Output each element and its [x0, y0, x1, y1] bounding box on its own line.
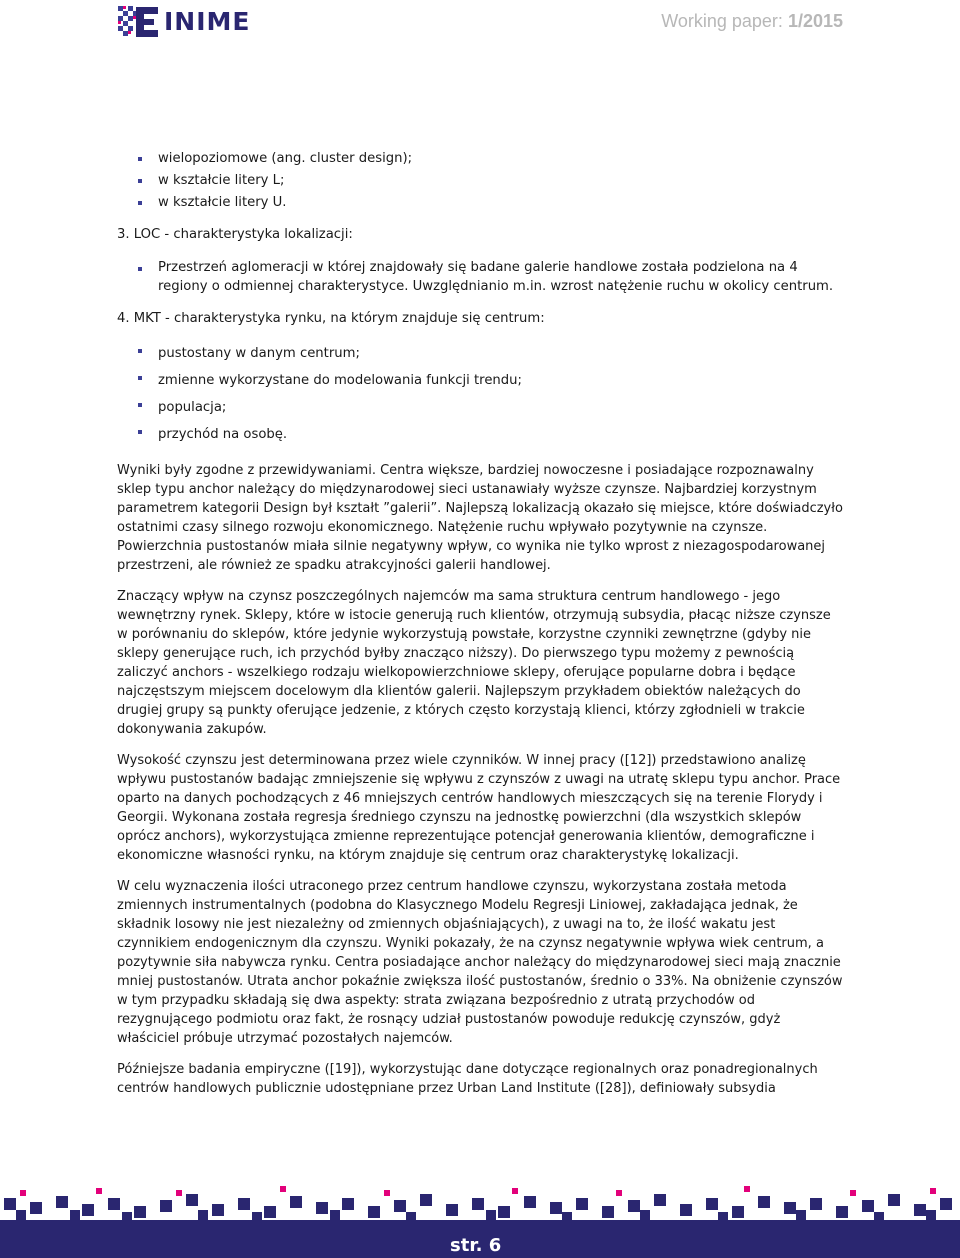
inime-logo: [116, 4, 250, 40]
list-item: Przestrzeń aglomeracji w której znajdowały się badane galerie handlowe została podzielona na 4 regiony o odmiennej charakterystyce. Uwzględnianio m.in. wzrost natężenie ruchu w okolicy centrum.: [158, 258, 843, 296]
working-paper-label: [661, 11, 843, 32]
paragraph: W celu wyznaczenia ilości utraconego przez centrum handlowe czynszu, wykorzystana została metoda zmiennych instrumentalnych (podobna do Klasycznego Modelu Regresji Liniowej, zakładająca jednak, że składnik losowy nie jest niezależny od zmiennych objaśniających), z uwagi na to, że ilość wakatu jest czynnikiem endogenicznym dla czynszu. Wyniki pokazały, że na czynsz negatywnie wpływa wiek centrum, a pozytywnie siła nabywcza rynku. Centra posiadające anchor należący do międzynarodowej sieci mają znacznie mniej pustostanów. Utrata anchor pokaźnie zwiększa ilość pustostanów, średnio o 33%. Na obniżenie czynszów w tym przypadku składają się dwa aspekty: strata związana bezpośrednio z utratą przychodów od rezygnującego podmiotu oraz fakt, że rosnący udział pustostanów powoduje redukcję czynszów, gdyż właściciel próbuje utrzymać pozostałych najemców.: [117, 879, 843, 1046]
page-number: str. 6: [450, 1235, 502, 1256]
item-4-label: 4. MKT - charakterystyka rynku, na którym znajduje się centrum:: [117, 311, 545, 326]
list-item: pustostany w danym centrum;: [158, 340, 843, 367]
item-3-label: 3. LOC - charakterystyka lokalizacji:: [117, 227, 353, 242]
list-item: w kształcie litery L;: [158, 170, 843, 192]
page-header: [0, 0, 960, 44]
paragraph: Wysokość czynszu jest determinowana przez wiele czynników. W innej pracy ([12]) przedstawiono analizę wpływu pustostanów badając zmniejszenie się wpływu z czynszów z uwagi na utratę sklepu typu anchor. Prace oparto na danych pochodzących z 46 mniejszych centrów handlowych mieszczących się na terenie Florydy i Georgii. Wykonana została regresja średniego czynszu na jednostkę powierzchni (dla wszystkich sklepów oprócz anchors), wykorzystująca zmienne reprezentujące potencjał generowania klientów, demograficzne i ekonomiczne własności rynku, na którym znajduje się centrum oraz charakterystykę lokalizacji.: [117, 753, 841, 863]
working-paper-prefix: Working paper:: [661, 11, 783, 31]
list-item: w kształcie litery U.: [158, 192, 843, 214]
list-item: wielopoziomowe (ang. cluster design);: [158, 148, 843, 170]
list-item: przychód na osobę.: [158, 421, 843, 448]
page-footer: [0, 1180, 960, 1258]
logo-text: INIME: [164, 7, 251, 36]
loc-list: [117, 258, 843, 296]
page-content: [117, 148, 843, 1098]
paragraph: Późniejsze badania empiryczne ([19]), wykorzystując dane dotyczące regionalnych oraz ponadregionalnych centrów handlowych publicznie udostępniane przez Urban Land Institute ([28]), definiowały subsydia: [117, 1062, 818, 1096]
paragraph: Znaczący wpływ na czynsz poszczególnych najemców ma sama struktura centrum handlowego - jego wewnętrzny rynek. Sklepy, które w istocie generują ruch klientów, otrzymują subsydia, płacąc niższe czynsze w porównaniu do sklepów, które jedynie wykorzystują powstałe, korzystne czynniki zewnętrzne (gdyby nie sklepy generujące ruch, ich przychód byłby znacząco niższy). Do pierwszego typu możemy z pewnością zaliczyć anchors - wszelkiego rodzaju wielkopowierzchniowe sklepy, oferujące popularne dobra i będące najczęstszym miejscem docelowym dla klientów galerii. Najlepszym przykładem obiektów należących do drugiej grupy są punkty oferujące jedzenie, z których często korzystają klienci, którzy zgłodnieli w trakcie dokonywania zakupów.: [117, 589, 831, 737]
working-paper-number: 1/2015: [787, 11, 843, 31]
list-item: zmienne wykorzystane do modelowania funkcji trendu;: [158, 367, 843, 394]
list-item: populacja;: [158, 394, 843, 421]
paragraph: Wyniki były zgodne z przewidywaniami. Centra większe, bardziej nowoczesne i posiadające rozpoznawalny sklep typu anchor należący do międzynarodowej sieci ustanawiały wyższe czynsze. Najbardziej korzystnym parametrem kategorii Design był kształt ”galerii”. Najlepszą lokalizacją okazało się miejsce, które doświadczyło ostatnimi czasy silnego rozwoju ekonomicznego. Natężenie ruchu wpływało pozytywnie na czynsze. Powierzchnia pustostanów miała silnie negatywny wpływ, co wynika nie tylko wprost z niezagospodarowanej przestrzeni, ale również ze spadku atrakcyjności galerii handlowej.: [117, 463, 843, 573]
inime-logo-mark-icon: [116, 4, 160, 40]
design-types-list: [117, 148, 843, 214]
mkt-list: [117, 340, 843, 448]
